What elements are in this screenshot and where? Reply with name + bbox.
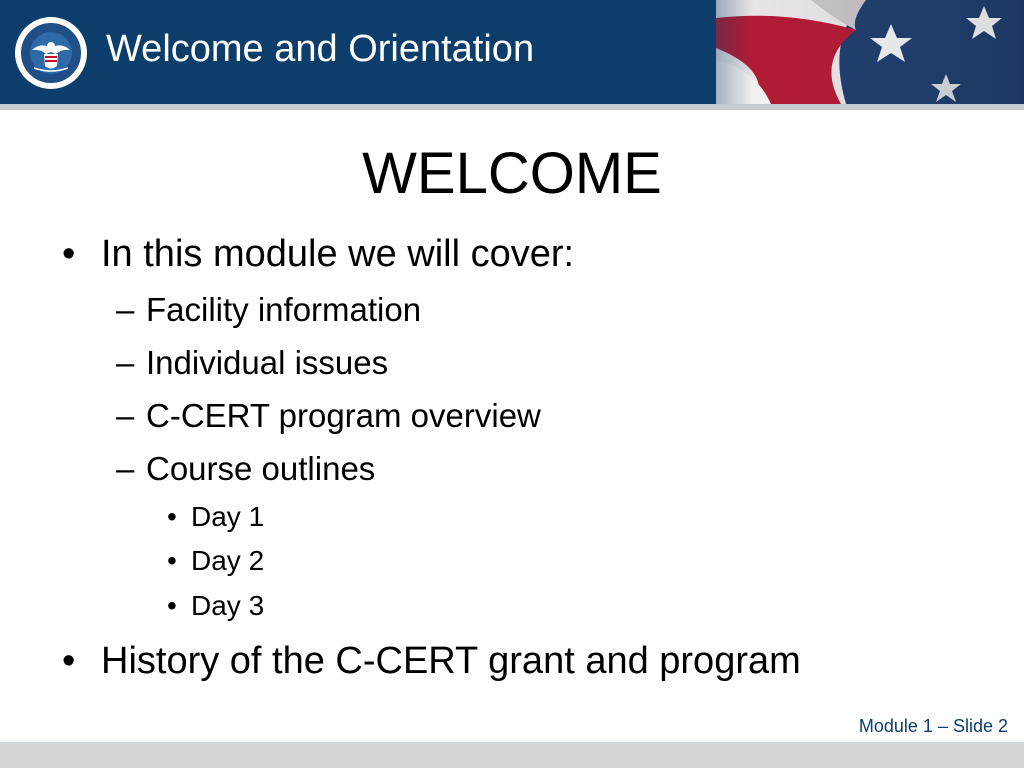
american-flag-icon <box>716 0 1024 104</box>
sub-sub-bullet-item: Day 2 <box>191 545 265 576</box>
header-title: Welcome and Orientation <box>106 28 535 70</box>
header-divider <box>0 104 1024 110</box>
sub-bullet-marker: – <box>116 397 135 434</box>
sub-sub-bullet-marker: • <box>167 590 177 621</box>
sub-bullet-item: Facility information <box>146 291 422 328</box>
bullet-item: In this module we will cover: <box>101 233 575 275</box>
sub-bullet-item: Course outlines <box>146 450 376 487</box>
sub-sub-bullet-item: Day 3 <box>191 590 265 621</box>
sub-sub-bullet-marker: • <box>167 501 177 532</box>
bullet-item: History of the C-CERT grant and program <box>101 640 801 682</box>
slide-number: Module 1 – Slide 2 <box>858 716 1008 736</box>
dhs-seal-icon <box>14 16 88 90</box>
footer-bar <box>0 742 1024 768</box>
sub-bullet-marker: – <box>116 291 135 328</box>
sub-bullet-marker: – <box>116 344 135 381</box>
sub-sub-bullet-marker: • <box>167 545 177 576</box>
slide-header <box>0 0 1024 104</box>
sub-bullet-item: Individual issues <box>146 344 389 381</box>
bullet-marker: • <box>62 640 76 682</box>
slide-title: WELCOME <box>362 141 662 206</box>
bullet-marker: • <box>62 233 76 275</box>
sub-bullet-marker: – <box>116 450 135 487</box>
sub-sub-bullet-item: Day 1 <box>191 501 265 532</box>
sub-bullet-item: C-CERT program overview <box>146 397 541 434</box>
